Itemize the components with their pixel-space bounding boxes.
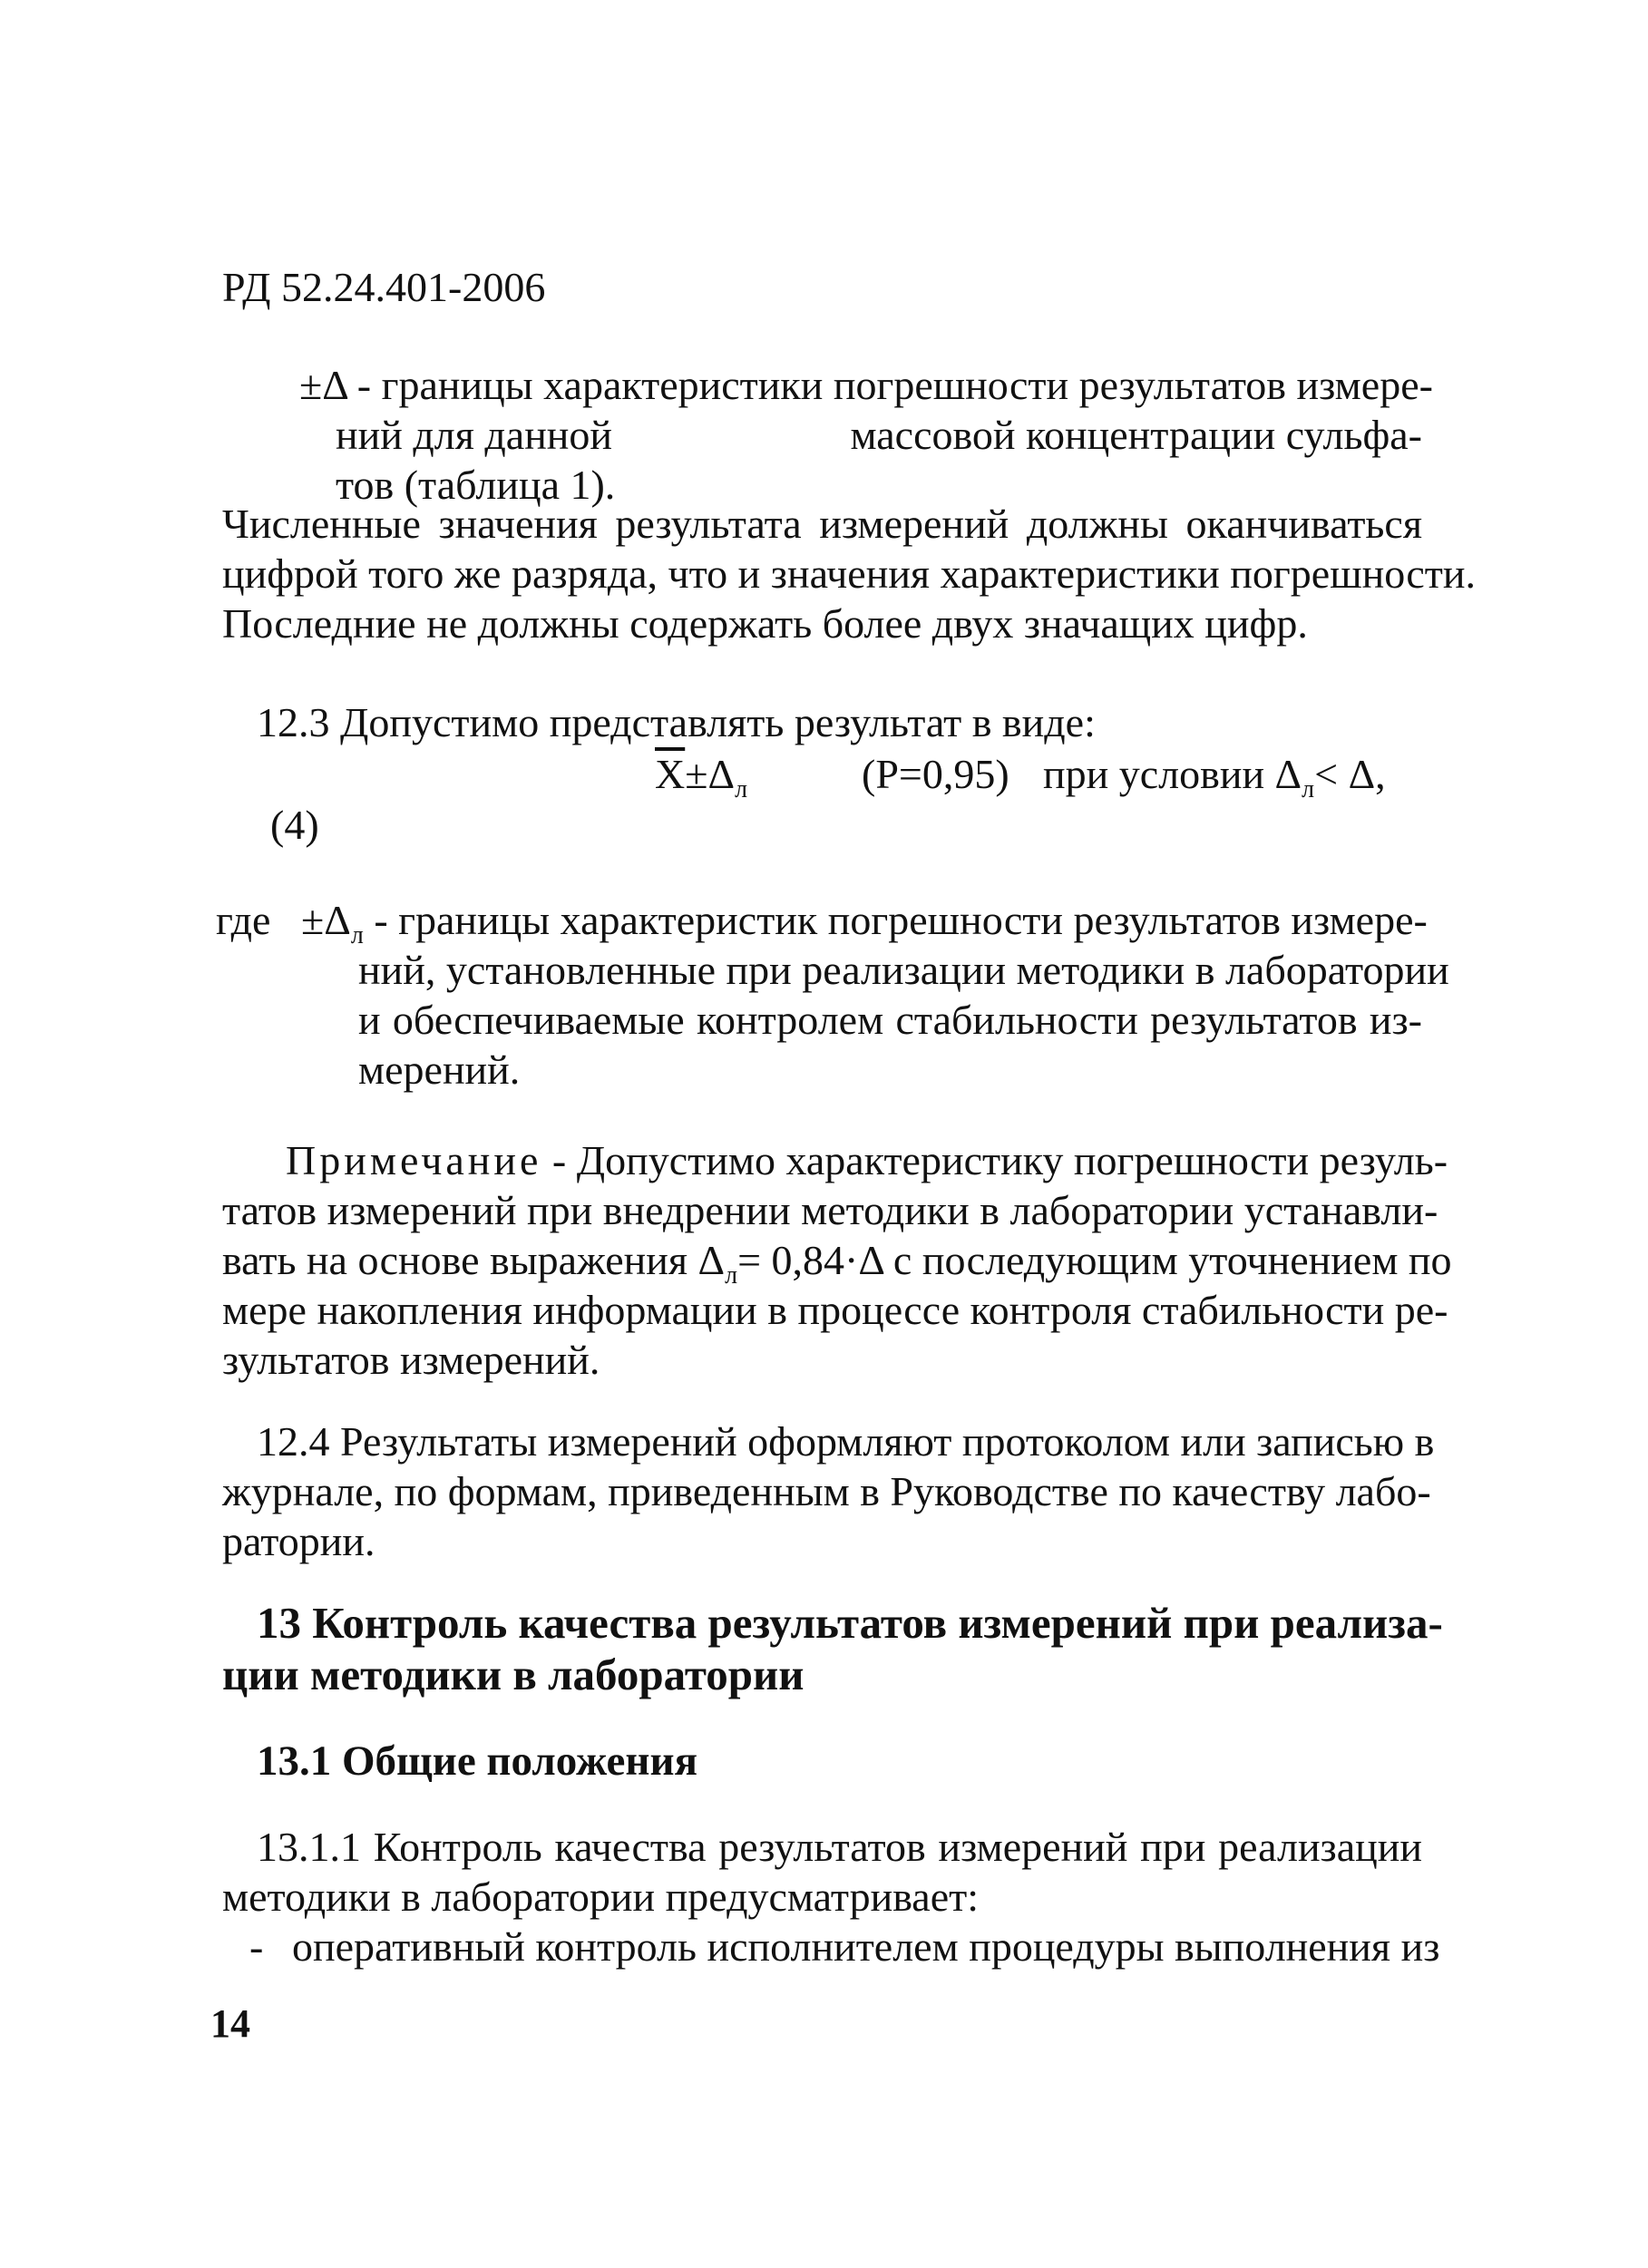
delta-definition-line2	[336, 411, 1422, 460]
delta-definition-text: ±Δ - границы характеристики погрешности результатов измере-	[299, 362, 1433, 408]
delta-l-definition-line4: мерений.	[358, 1046, 521, 1093]
delta-definition-line1	[299, 361, 1433, 410]
delta-l-definition-line2	[358, 946, 1449, 995]
note-line2	[222, 1186, 1438, 1235]
formula	[655, 750, 747, 814]
delta-l-subscript: л	[350, 921, 364, 950]
note-line3-b: = 0,84·Δ с последующим уточнением по	[737, 1237, 1452, 1283]
rounding-line1-text: Численные значения результата измерений должны оканчиваться	[222, 501, 1422, 547]
delta-l-definition-line3	[358, 996, 1422, 1045]
delta-l-line3-text: и обеспечиваемые контролем стабильности результатов из-	[358, 997, 1422, 1043]
delta-l-line1-text: - границы характеристик погрешности результатов измере-	[363, 897, 1428, 943]
section-12-4-line1-text: 12.4 Результаты измерений оформляют протоколом или записью в	[257, 1418, 1435, 1465]
page-number: 14	[210, 2001, 250, 2046]
section-13-heading-line2: ции методики в лаборатории	[222, 1650, 804, 1699]
delta-l-line2-text: ний, установленные при реализации методики в лаборатории	[358, 947, 1449, 993]
section-12-4-line2	[222, 1467, 1431, 1516]
formula-condition	[1043, 750, 1386, 814]
document-code: РД 52.24.401-2006	[222, 264, 546, 310]
bullet-item-text: оперативный контроль исполнителем процедуры выполнения из	[292, 1923, 1440, 1970]
section-13-1-1-line1-text: 13.1.1 Контроль качества результатов измерений при реализации	[257, 1824, 1422, 1870]
note-label: Примечание	[286, 1137, 542, 1183]
formula-probability: (P=0,95)	[862, 751, 1009, 797]
section-12-3-intro: 12.3 Допустимо представлять результат в виде:	[257, 699, 1096, 745]
delta-definition-line2-left: ний для данной	[336, 412, 613, 458]
section-12-4-line3: ратории.	[222, 1518, 375, 1564]
note-line3-a: вать на основе выражения Δ	[222, 1237, 726, 1283]
section-13-heading-line1	[257, 1598, 1443, 1648]
formula-delta: ±Δ	[685, 751, 736, 797]
rounding-line2-text: цифрой того же разряда, что и значения характеристики погрешности.	[222, 550, 1477, 597]
condition-end: < Δ,	[1314, 751, 1386, 797]
formula-delta-subscript: л	[735, 775, 748, 804]
note-line2-text: татов измерений при внедрении методики в лаборатории устанавли-	[222, 1187, 1438, 1233]
equation-number: (4)	[270, 802, 319, 848]
section-13-1-1-line2: методики в лаборатории предусматривает:	[222, 1874, 980, 1920]
rounding-paragraph-line2	[222, 550, 1477, 599]
note-line3-subscript: л	[725, 1261, 738, 1290]
note-line5: зультатов измерений.	[222, 1337, 600, 1383]
note-line1	[286, 1136, 1448, 1185]
delta-definition-line2-right: массовой концентрации сульфа-	[850, 412, 1422, 458]
condition-subscript: л	[1302, 775, 1315, 804]
mean-x-symbol: $\overline{X}$	[655, 751, 686, 797]
note-line1-rest: - Допустимо характеристику погрешности резуль-	[541, 1137, 1448, 1183]
section-13-heading-text: 13 Контроль качества результатов измерений при реализа-	[257, 1598, 1443, 1648]
delta-definition-line3: тов (таблица 1).	[336, 462, 616, 508]
note-line4-text: мере накопления информации в процессе контроля стабильности ре-	[222, 1287, 1448, 1333]
rounding-paragraph-line3: Последние не должны содержать более двух значащих цифр.	[222, 600, 1308, 647]
section-13-1-heading: 13.1 Общие положения	[257, 1738, 697, 1785]
note-line1-text	[286, 1136, 1448, 1185]
condition-text: при условии Δ	[1043, 751, 1302, 797]
delta-l-term: ±Δ	[301, 897, 351, 943]
note-line4	[222, 1286, 1448, 1335]
rounding-paragraph-line1	[222, 500, 1422, 549]
section-13-1-1-line1	[257, 1823, 1422, 1872]
bullet-dash: -	[249, 1923, 264, 1970]
section-12-4-line1	[257, 1417, 1435, 1466]
where-word: где	[216, 897, 271, 943]
section-12-4-line2-text: журнале, по формам, приведенным в Руководстве по качеству лабо-	[222, 1468, 1431, 1514]
